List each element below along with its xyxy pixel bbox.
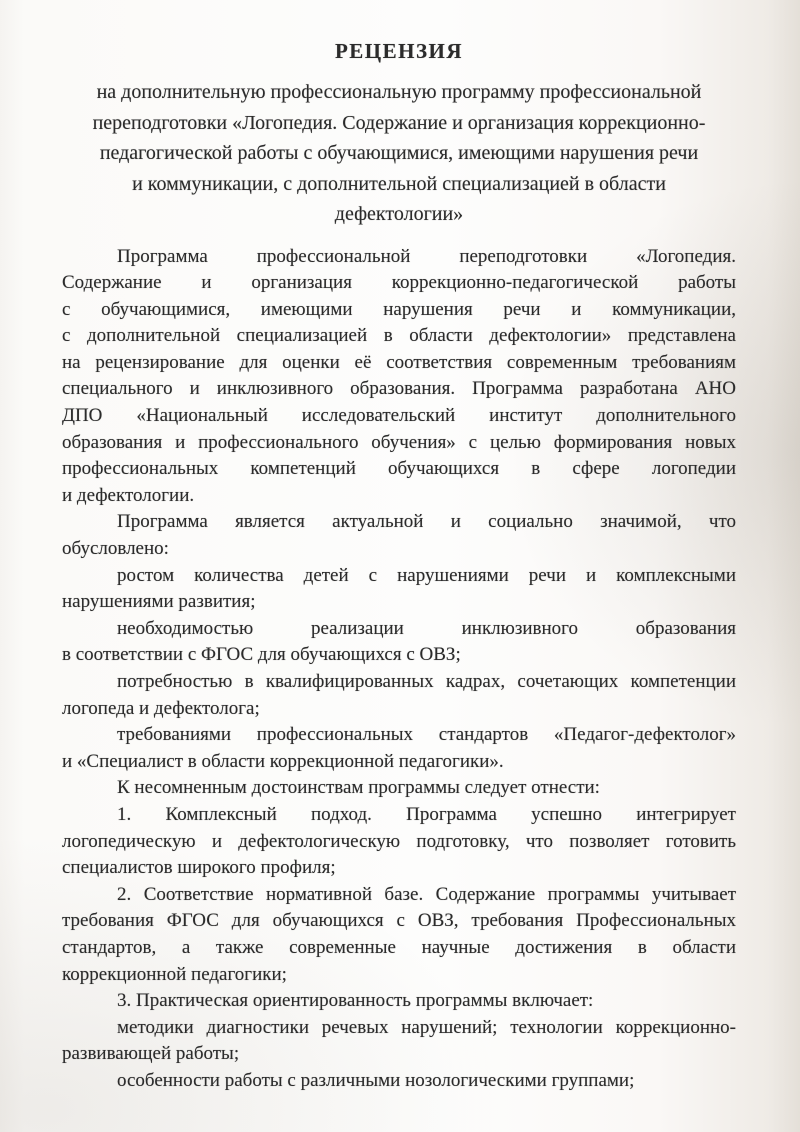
paragraph [62,563,736,616]
text-line: 1. Комплексный подход. Программа успешно интегрирует [117,803,736,825]
text-line: в соответствии с ФГОС для обучающихся с ОВЗ; [62,644,461,666]
text-line: Программа является актуальной и социально значимой, что [117,511,736,533]
text-line: нарушениями развития; [62,591,256,613]
text-line: специалистов широкого профиля; [62,857,336,879]
text-line: профессиональных компетенций обучающихся в сфере логопедии [62,458,736,480]
paragraph [62,669,736,722]
text-line: стандартов, а также современные научные достижения в области [62,936,736,958]
document-subtitle [62,77,736,230]
paragraph [62,1015,736,1068]
paragraph [62,722,736,775]
text-line: логопедическую и дефектологическую подготовку, что позволяет готовить [62,830,736,852]
text-line: специального и инклюзивного образования. Программа разработана АНО [62,378,736,400]
subtitle-line: переподготовки «Логопедия. Содержание и организация коррекционно- [92,111,706,134]
subtitle-line: педагогической работы с обучающимися, имеющими нарушения речи [99,142,699,164]
paragraph [62,616,736,669]
document-title: РЕЦЕНЗИЯ [334,39,464,63]
text-line: необходимостью реализации инклюзивного образования [117,617,736,639]
text-line: развивающей работы; [62,1043,240,1065]
text-line: требованиями профессиональных стандартов «Педагог-дефектолог» [117,724,736,746]
paragraph [62,244,736,510]
subtitle-line: дефектологии» [334,203,464,225]
text-line: с дополнительной специализацией в области дефектологии» представлена [62,325,736,347]
text-line: 3. Практическая ориентированность программы включает: [117,990,594,1012]
text-line: на рецензирование для оценки её соответствия современным требованиям [62,351,736,373]
text-line: 2. Соответствие нормативной базе. Содержание программы учитывает [117,883,736,905]
subtitle-line: и коммуникации, с дополнительной специализацией в области [132,172,666,195]
text-line: Программа профессиональной переподготовки «Логопедия. [117,245,736,267]
text-line: и «Специалист в области коррекционной педагогики». [62,750,504,772]
text-line: и дефектологии. [62,484,195,506]
text-line: требования ФГОС для обучающихся с ОВЗ, требования Профессиональных [62,910,736,932]
paragraph [62,509,736,562]
paragraph [62,1068,736,1095]
subtitle-line: на дополнительную профессиональную программу профессиональной [96,81,702,103]
text-line: ростом количества детей с нарушениями речи и комплексными [117,564,736,586]
document-body [62,244,736,1095]
paragraph [62,882,736,988]
text-line: коррекционной педагогики; [62,963,287,985]
text-line: потребностью в квалифицированных кадрах, сочетающих компетенции [117,671,736,692]
text-line: обусловлено: [62,538,169,560]
text-line: методики диагностики речевых нарушений; технологии коррекционно- [117,1016,736,1038]
text-line: образования и профессионального обучения» с целью формирования новых [62,431,736,453]
paragraph [62,775,736,802]
paragraph [62,988,736,1015]
text-line: логопеда и дефектолога; [62,697,260,719]
text-line: ДПО «Национальный исследовательский институт дополнительного [62,405,736,427]
text-line: Содержание и организация коррекционно-педагогической работы [62,272,736,294]
text-line: с обучающимися, имеющими нарушения речи и коммуникации, [62,298,736,320]
text-line: особенности работы с различными нозологическими группами; [117,1069,635,1091]
text-line: К несомненным достоинствам программы следует отнести: [117,777,600,799]
paragraph [62,802,736,882]
